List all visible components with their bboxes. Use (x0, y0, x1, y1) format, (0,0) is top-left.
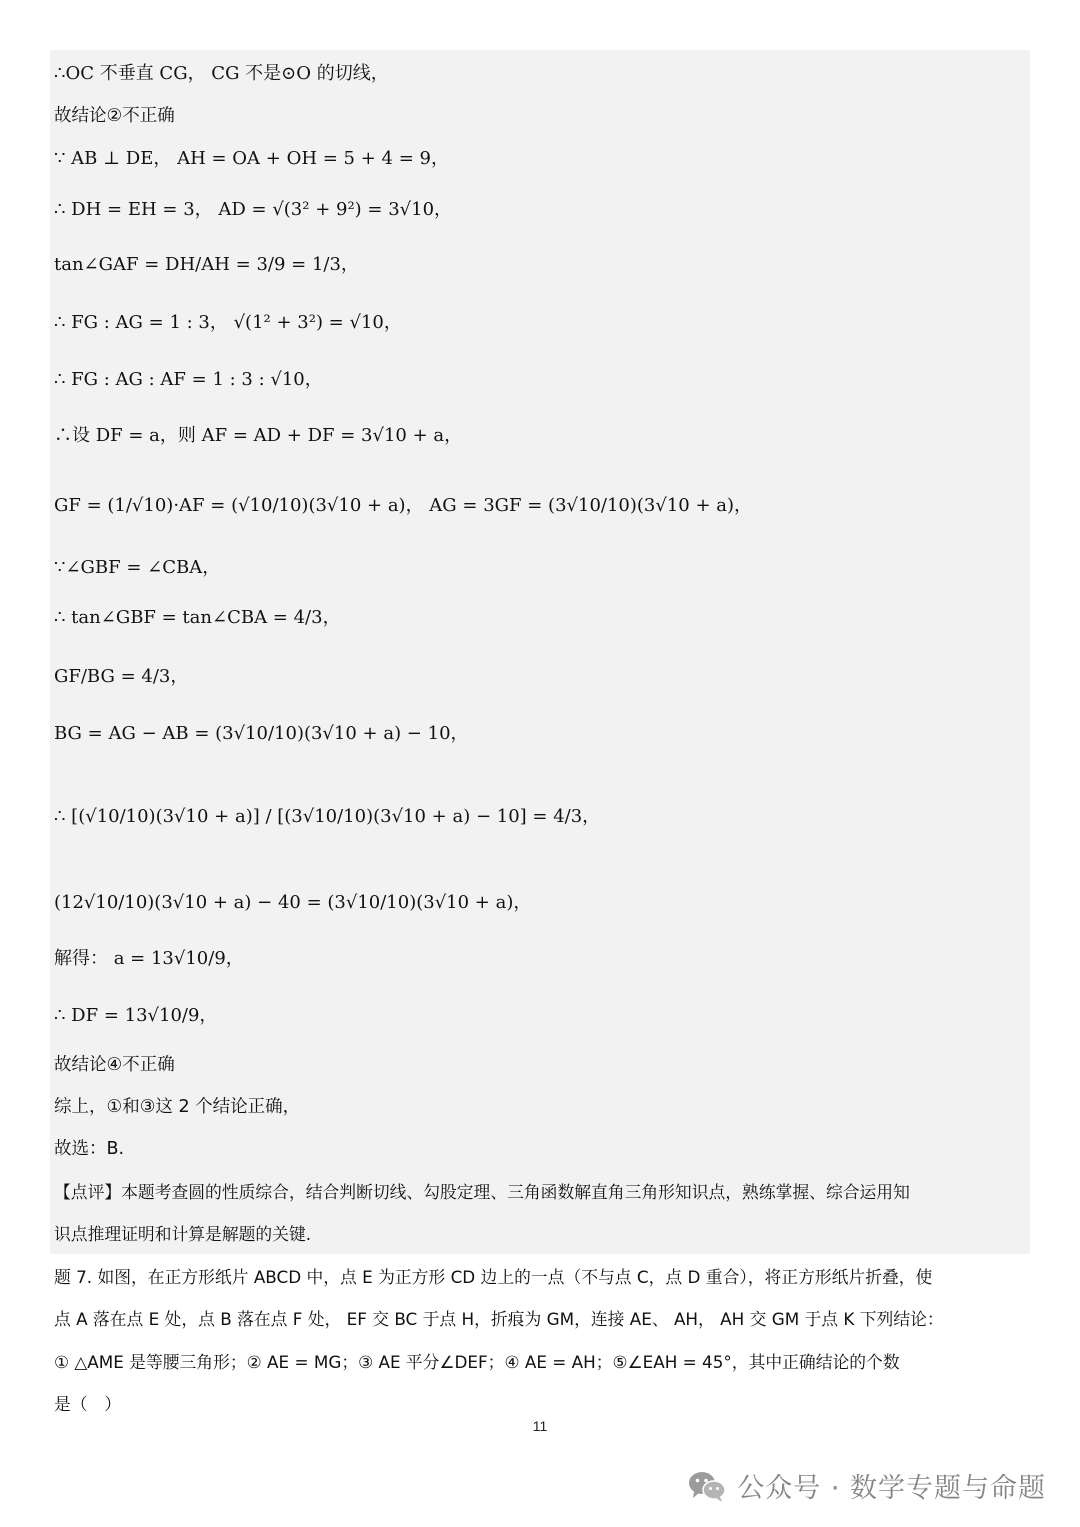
solution-line-17: ∴ DF = 13√10/9， (54, 1005, 218, 1026)
solution-line-6: ∴ FG : AG = 1 : 3， √(1² + 3²) = √10， (54, 312, 402, 333)
solution-line-19: 综上，①和③这 2 个结论正确， (54, 1097, 301, 1117)
watermark-text: 公众号 · 数学专题与命题 (737, 1473, 1046, 1504)
solution-line-9: GF = (1/√10)·AF = (√10/10)(3√10 + a)， AG = 3GF = (3√10/10)(3√10 + a)， (54, 495, 753, 516)
solution-line-10: ∵∠GBF = ∠CBA， (54, 557, 221, 578)
solution-line-5: tan∠GAF = DH/AH = 3/9 = 1/3， (54, 254, 359, 275)
solution-line-16: 解得： a = 13√10/9， (54, 948, 244, 969)
comment-line-1: 【点评】本题考查圆的性质综合，结合判断切线、勾股定理、三角函数解直角三角形知识点，熟练掌握、综合运用知 (54, 1182, 910, 1202)
solution-line-4: ∴ DH = EH = 3， AD = √(3² + 9²) = 3√10， (54, 199, 453, 220)
page-number: 11 (532, 1418, 548, 1434)
question-line-4: 是（ ） (54, 1394, 122, 1414)
solution-line-11: ∴ tan∠GBF = tan∠CBA = 4/3， (54, 607, 341, 628)
solution-box (50, 50, 1030, 1254)
solution-line-15: (12√10/10)(3√10 + a) − 40 = (3√10/10)(3√10 + a)， (54, 892, 532, 913)
comment-line-2: 识点推理证明和计算是解题的关键. (54, 1224, 312, 1244)
solution-line-7: ∴ FG : AG : AF = 1 : 3 : √10， (54, 369, 323, 390)
solution-line-20: 故选：B. (54, 1139, 125, 1159)
solution-line-1: ∴OC 不垂直 CG， CG 不是⊙O 的切线， (54, 63, 389, 84)
question-line-3: ① △AME 是等腰三角形；② AE = MG；③ AE 平分∠DEF；④ AE = AH；⑤∠EAH = 45°，其中正确结论的个数 (54, 1352, 900, 1372)
watermark (687, 1466, 1046, 1505)
solution-line-14: ∴ [(√10/10)(3√10 + a)] / [(3√10/10)(3√10 + a) − 10] = 4/3， (54, 806, 601, 827)
solution-line-18: 故结论④不正确 (54, 1055, 175, 1075)
solution-line-2: 故结论②不正确 (54, 106, 175, 126)
solution-line-12: GF/BG = 4/3， (54, 666, 189, 687)
solution-line-3: ∵ AB ⊥ DE， AH = OA + OH = 5 + 4 = 9， (54, 148, 449, 169)
wechat-icon (687, 1469, 727, 1503)
solution-line-13: BG = AG − AB = (3√10/10)(3√10 + a) − 10， (54, 723, 469, 744)
question-line-1: 题 7. 如图，在正方形纸片 ABCD 中，点 E 为正方形 CD 边上的一点（不与点 C，点 D 重合），将正方形纸片折叠，使 (54, 1267, 933, 1287)
solution-line-8: ∴设 DF = a，则 AF = AD + DF = 3√10 + a， (54, 425, 463, 446)
question-line-2: 点 A 落在点 E 处，点 B 落在点 F 处， EF 交 BC 于点 H，折痕为 GM，连接 AE、 AH， AH 交 GM 于点 K 下列结论： (54, 1309, 944, 1329)
